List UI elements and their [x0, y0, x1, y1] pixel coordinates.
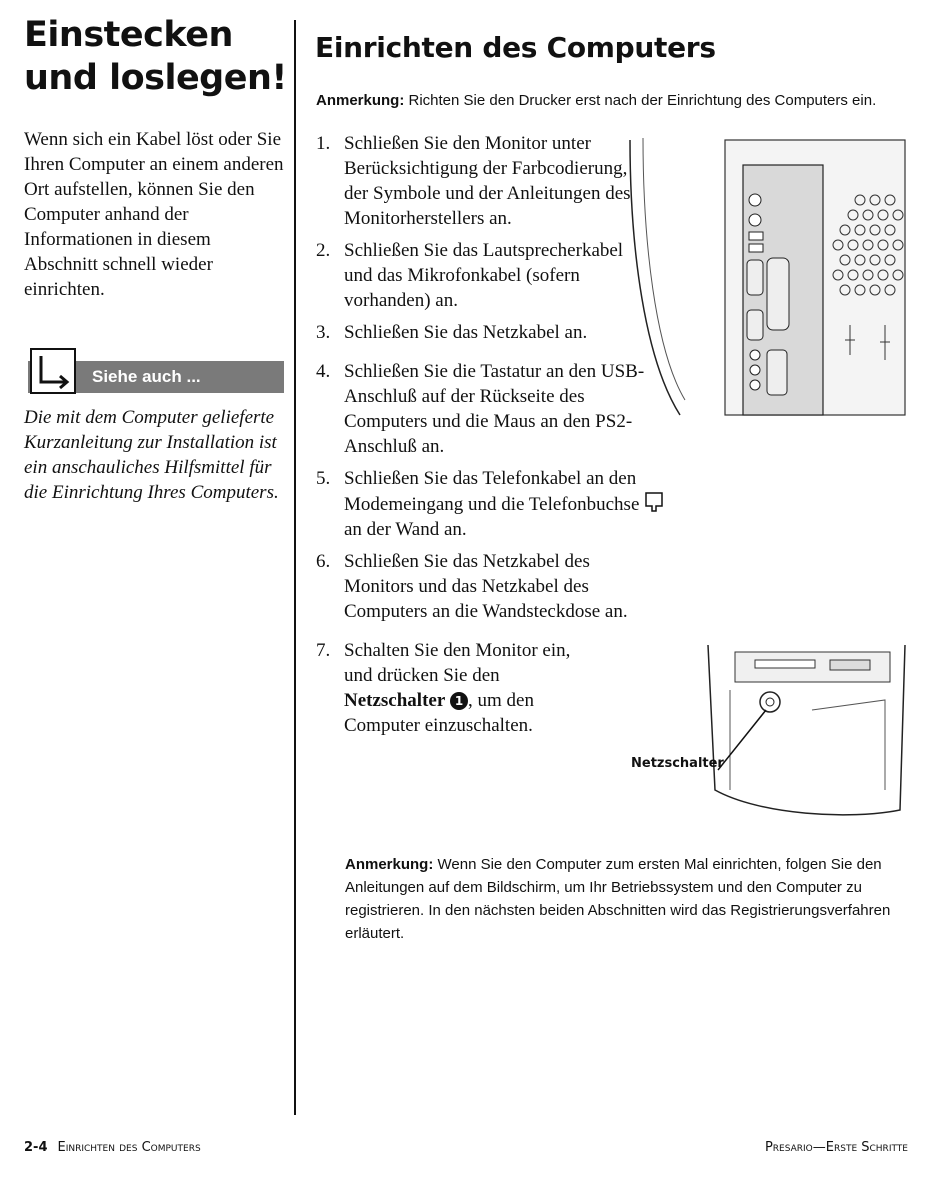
- step-text: Schließen Sie das Netzkabel des Monitors und das Netzkabel des Computers an die Wandsteckdose an.: [344, 551, 628, 622]
- step-text: Schließen Sie das Telefonkabel an den Modemeingang und die Telefonbuchse: [344, 468, 640, 515]
- step-text: Schließen Sie den Monitor unter Berücksichtigung der Farbcodierung, der Symbole und der Anleitungen des Monitorherstellers an.: [344, 133, 631, 229]
- step-6: [316, 549, 646, 624]
- step-text-after: an der Wand an.: [344, 519, 467, 540]
- computer-rear-panel-illustration: [625, 130, 910, 420]
- note-text: Richten Sie den Drucker erst nach der Einrichtung des Computers ein.: [404, 92, 877, 109]
- step-number: 7.: [316, 640, 331, 661]
- step-1: [316, 131, 646, 231]
- step-text: Schließen Sie die Tastatur an den USB-Anschluß auf der Rückseite des Computers und die Maus an den PS2-Anschluß an.: [344, 361, 645, 457]
- page-title: Einrichten des Computers: [315, 31, 716, 64]
- see-also-text: Die mit dem Computer gelieferte Kurzanleitung zur Installation ist ein anschauliches Hilfsmittel für die Einrichtung Ihres Computers.: [24, 407, 279, 503]
- step-4: [316, 359, 646, 459]
- note-bottom: [345, 853, 910, 945]
- footer-right: Presario—Erste Schritte: [764, 1140, 908, 1155]
- callout-marker-icon: 1: [450, 692, 468, 710]
- step-number: 2.: [316, 240, 331, 261]
- page-number: 2-4: [24, 1140, 48, 1155]
- step-text-after: , um den Computer einzuschalten.: [344, 690, 534, 736]
- note-label: Anmerkung:: [345, 856, 434, 873]
- steps-list: [316, 131, 646, 745]
- step-text: Schließen Sie das Netzkabel an.: [344, 322, 588, 343]
- step-text: Schalten Sie den Monitor ein, und drücken Sie den: [344, 640, 571, 686]
- phone-jack-icon: [644, 491, 664, 513]
- step-2: [316, 238, 646, 313]
- step-3: [316, 320, 646, 345]
- power-switch-callout: Netzschalter: [631, 756, 724, 771]
- step-number: 4.: [316, 361, 331, 382]
- note-top: [316, 90, 936, 112]
- power-switch-term: Netzschalter: [344, 690, 446, 711]
- step-number: 1.: [316, 133, 331, 154]
- note-label: Anmerkung:: [316, 92, 405, 109]
- section-name: Einrichten des Computers: [57, 1140, 201, 1155]
- step-number: 6.: [316, 551, 331, 572]
- see-also-label: Siehe auch ...: [92, 367, 201, 386]
- sidebar-intro: Wenn sich ein Kabel löst oder Sie Ihren Computer an einem anderen Ort aufstellen, können Sie den Computer anhand der Informationen in diesem Abschnitt schnell wieder einrichten.: [24, 129, 284, 300]
- step-7: [316, 638, 594, 738]
- footer-left: [24, 1140, 201, 1155]
- step-number: 5.: [316, 468, 331, 489]
- arrow-corner-icon: [30, 348, 76, 394]
- step-number: 3.: [316, 322, 331, 343]
- sidebar-title: Einstecken und loslegen!: [24, 15, 287, 98]
- computer-front-illustration: [630, 640, 910, 820]
- step-text: Schließen Sie das Lautsprecherkabel und das Mikrofonkabel (sofern vorhanden) an.: [344, 240, 624, 311]
- note-text: Wenn Sie den Computer zum ersten Mal einrichten, folgen Sie den Anleitungen auf dem Bildschirm, um Ihr Betriebssystem und den Computer zu registrieren. In den nächsten beiden Abschnitten wird das Registrierungsverfahren erläutert.: [345, 856, 891, 942]
- column-divider: [294, 20, 296, 1115]
- step-5: [316, 466, 674, 542]
